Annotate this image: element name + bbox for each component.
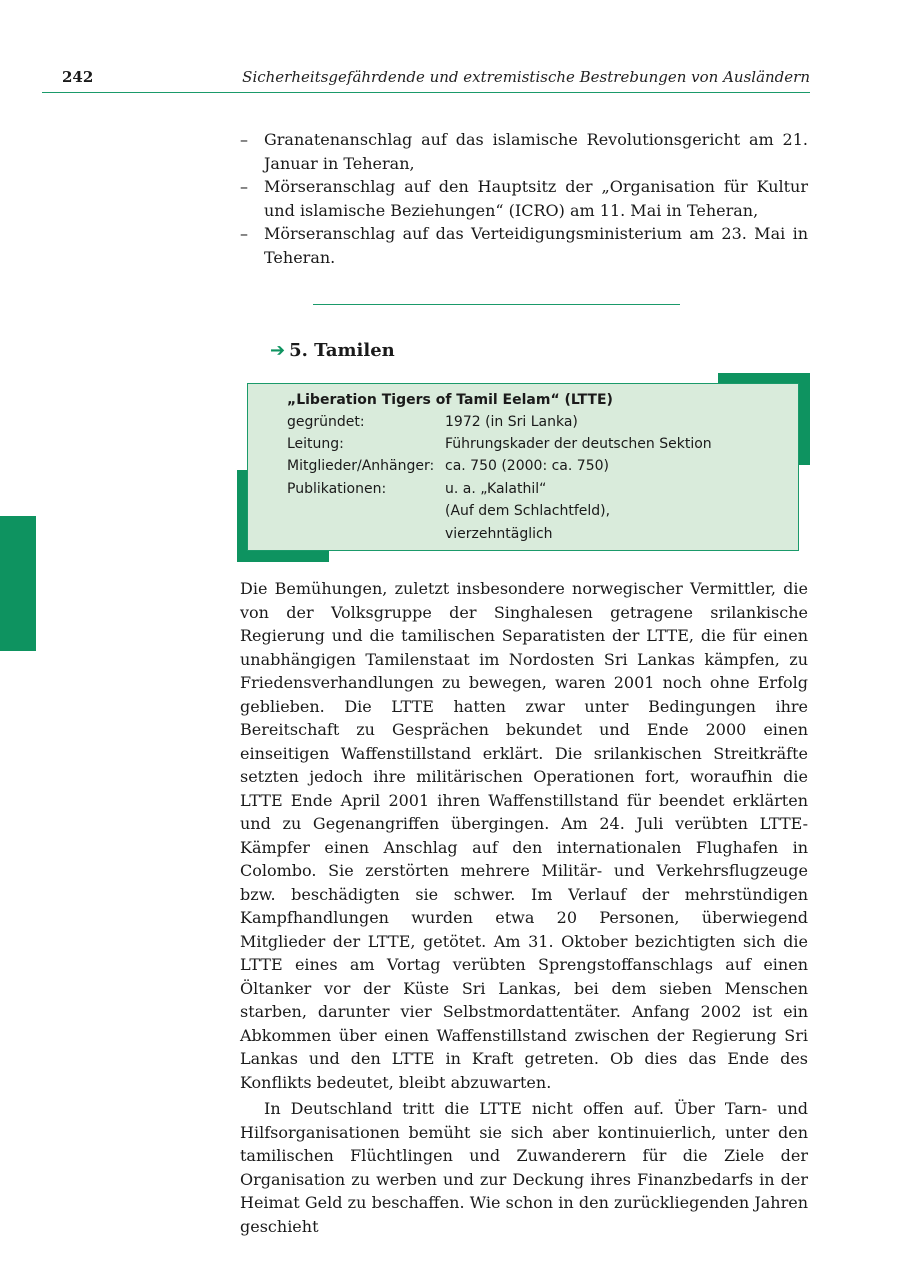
info-value: Führungskader der deutschen Sektion <box>445 436 712 452</box>
list-item <box>240 222 808 269</box>
info-row-members <box>287 455 787 477</box>
info-value: (Auf dem Schlachtfeld), <box>445 503 611 519</box>
bullet-dash: – <box>240 130 248 149</box>
organization-info-box <box>247 383 799 551</box>
bullet-text: Granatenanschlag auf das islamische Revolutionsgericht am 21. Januar in Teheran, <box>264 130 808 173</box>
list-item <box>240 175 808 222</box>
info-row-publications-freq <box>287 523 787 545</box>
bullet-dash: – <box>240 177 248 196</box>
info-row-publications <box>287 478 787 500</box>
info-value: u. a. „Kalathil“ <box>445 481 547 497</box>
info-label: Mitglieder/Anhänger: <box>287 458 435 474</box>
section-heading <box>270 340 395 361</box>
section-title: 5. Tamilen <box>289 340 395 361</box>
info-value: ca. 750 (2000: ca. 750) <box>445 458 609 474</box>
info-label: gegründet: <box>287 414 365 430</box>
info-row-leadership <box>287 433 787 455</box>
info-value: vierzehntäglich <box>445 526 553 542</box>
list-item <box>240 128 808 175</box>
bullet-text: Mörseranschlag auf den Hauptsitz der „Organisation für Kultur und islamische Beziehungen“ (ICRO) am 11. Mai in Teheran, <box>264 177 808 220</box>
info-label: Publikationen: <box>287 481 387 497</box>
info-value: 1972 (in Sri Lanka) <box>445 414 578 430</box>
side-tab-marker <box>0 516 36 651</box>
running-title: Sicherheitsgefährdende und extremistische Bestrebungen von Ausländern <box>242 68 810 86</box>
page-number: 242 <box>62 68 94 86</box>
arrow-right-icon: ➔ <box>270 340 286 361</box>
bullet-text: Mörseranschlag auf das Verteidigungsministerium am 23. Mai in Teheran. <box>264 224 808 267</box>
section-divider <box>313 304 680 305</box>
page-header <box>42 66 810 93</box>
organization-name: „Liberation Tigers of Tamil Eelam“ (LTTE) <box>287 392 613 408</box>
body-paragraph: In Deutschland tritt die LTTE nicht offen auf. Über Tarn- und Hilfsorganisationen bemüht sie sich aber kontinuierlich, unter den tamilischen Flüchtlingen und Zuwanderern für die Ziele der Organisation zu werben und zur Deckung ihres Finanzbedarfs in der Heimat Geld zu beschaffen. Wie schon in den zurückliegenden Jahren geschieht <box>240 1099 808 1236</box>
body-paragraph: Die Bemühungen, zuletzt insbesondere norwegischer Vermittler, die von der Volksgruppe der Singhalesen getragene srilankische Regierung und die tamilischen Separatisten der LTTE, die für einen unabhängigen Tamilenstaat im Nordosten Sri Lankas kämpfen, zu Friedensverhandlungen zu bewegen, waren 2001 noch ohne Erfolg geblieben. Die LTTE hatten zwar unter Bedingungen ihre Bereitschaft zu Gesprächen bekundet und Ende 2000 einen einseitigen Waffenstillstand erklärt. Die srilankischen Streitkräfte setzten jedoch ihre militärischen Operationen fort, woraufhin die LTTE Ende April 2001 ihren Waffenstillstand für beendet erklärten und zu Gegenangriffen übergingen. Am 24. Juli verübten LTTE-Kämpfer einen Anschlag auf den internationalen Flughafen in Colombo. Sie zerstörten mehrere Militär- und Verkehrsflugzeuge bzw. beschädigten sie schwer. Im Verlauf der mehrstündigen Kampfhandlungen wurden etwa 20 Personen, überwiegend Mitglieder der LTTE, getötet. Am 31. Oktober bezichtigten sich die LTTE eines am Vortag verübten Sprengstoffanschlags auf einen Öltanker vor der Küste Sri Lankas, bei dem sieben Menschen starben, darunter vier Selbstmordattentäter. Anfang 2002 ist ein Abkommen über einen Waffenstillstand zwischen der Regierung Sri Lankas und den LTTE in Kraft getreten. Ob dies das Ende des Konflikts bedeutet, bleibt abzuwarten. <box>240 579 808 1092</box>
info-label: Leitung: <box>287 436 344 452</box>
info-row-founded <box>287 411 787 433</box>
bullet-dash: – <box>240 224 248 243</box>
bullet-list <box>240 128 808 269</box>
info-row-publications-cont <box>287 500 787 522</box>
